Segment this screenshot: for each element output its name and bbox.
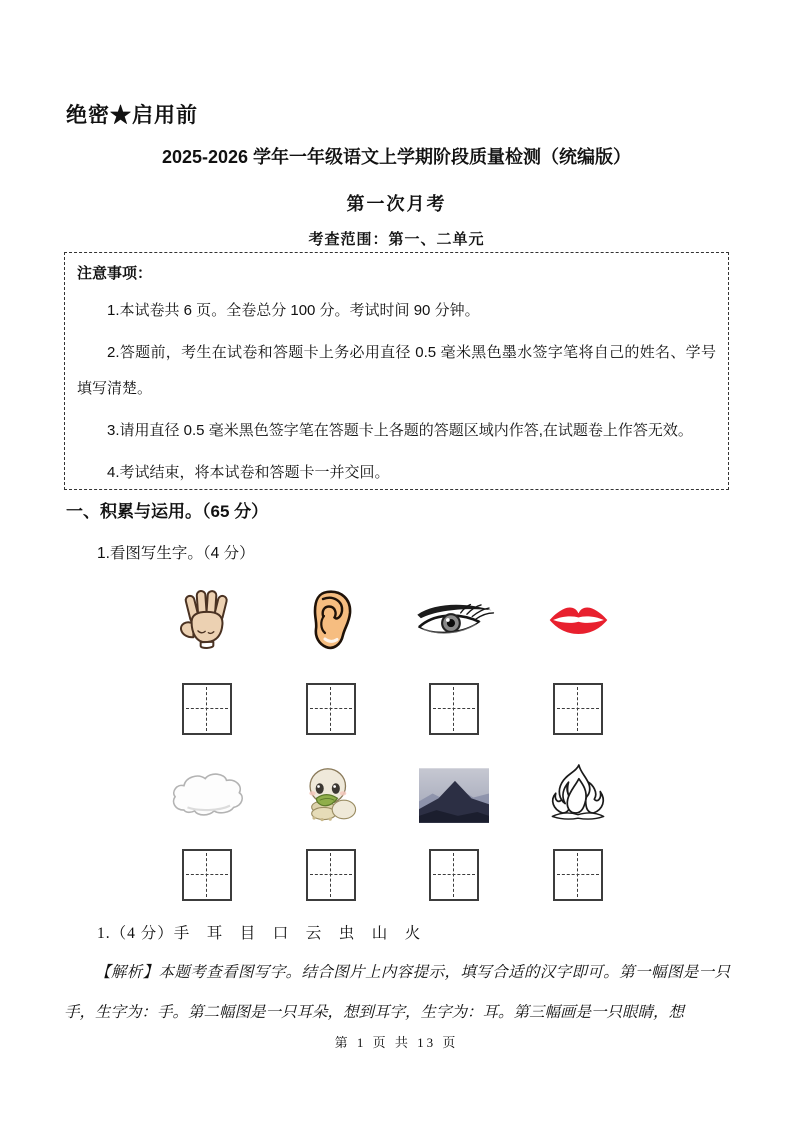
cloud-image bbox=[145, 766, 269, 824]
writing-grid bbox=[306, 849, 356, 901]
mouth-image bbox=[516, 601, 640, 639]
writing-grid bbox=[182, 849, 232, 901]
writing-grid bbox=[429, 683, 479, 735]
writing-grid-row-1 bbox=[145, 683, 640, 735]
answer-line: 1.（4 分）手 耳 目 口 云 虫 山 火 bbox=[97, 925, 422, 942]
ear-image bbox=[269, 589, 393, 651]
exam-title: 2025-2026 学年一年级语文上学期阶段质量检测（统编版） bbox=[161, 147, 632, 167]
exam-scope: 考查范围：第一、二单元 bbox=[308, 232, 485, 248]
notice-box bbox=[64, 252, 729, 490]
section-one-heading: 一、积累与运用。（65 分） bbox=[66, 502, 269, 521]
security-classification: 绝密★启用前 bbox=[66, 104, 198, 127]
picture-row-2 bbox=[145, 759, 640, 831]
writing-grid bbox=[182, 683, 232, 735]
fire-image bbox=[516, 761, 640, 829]
notice-item-3: 3.请用直径 0.5 毫米黑色签字笔在答题卡上各题的答题区域内作答,在试题卷上作答无效。 bbox=[107, 422, 693, 439]
notice-item-1: 1.本试卷共 6 页。全卷总分 100 分。考试时间 90 分钟。 bbox=[107, 302, 480, 319]
notice-item-4: 4.考试结束，将本试卷和答题卡一并交回。 bbox=[107, 464, 390, 481]
writing-grid bbox=[306, 683, 356, 735]
notice-item-2: 2.答题前，考生在试卷和答题卡上务必用直径 0.5 毫米黑色墨水签字笔将自己的姓名、学号填写清楚。 bbox=[77, 344, 716, 397]
eye-image bbox=[393, 600, 517, 640]
notice-heading: 注意事项： bbox=[77, 265, 153, 282]
insect-image bbox=[269, 764, 393, 826]
page-number-footer: 第 1 页 共 13 页 bbox=[334, 1035, 459, 1050]
question-1-prompt: 1.看图写生字。（4 分） bbox=[97, 545, 255, 562]
picture-exercise bbox=[145, 585, 640, 901]
picture-row-1 bbox=[145, 585, 640, 655]
hand-image bbox=[145, 587, 269, 653]
writing-grid bbox=[553, 683, 603, 735]
writing-grid bbox=[553, 849, 603, 901]
writing-grid bbox=[429, 849, 479, 901]
writing-grid-row-2 bbox=[145, 849, 640, 901]
mountain-image bbox=[393, 768, 517, 823]
analysis-paragraph: 【解析】本题考查看图写字。结合图片上内容提示，填写合适的汉字即可。第一幅图是一只手，生字为：手。第二幅图是一只耳朵，想到耳字，生字为：耳。第三幅画是一只眼睛，想 bbox=[64, 964, 730, 1021]
exam-subtitle: 第一次月考 bbox=[346, 194, 447, 214]
